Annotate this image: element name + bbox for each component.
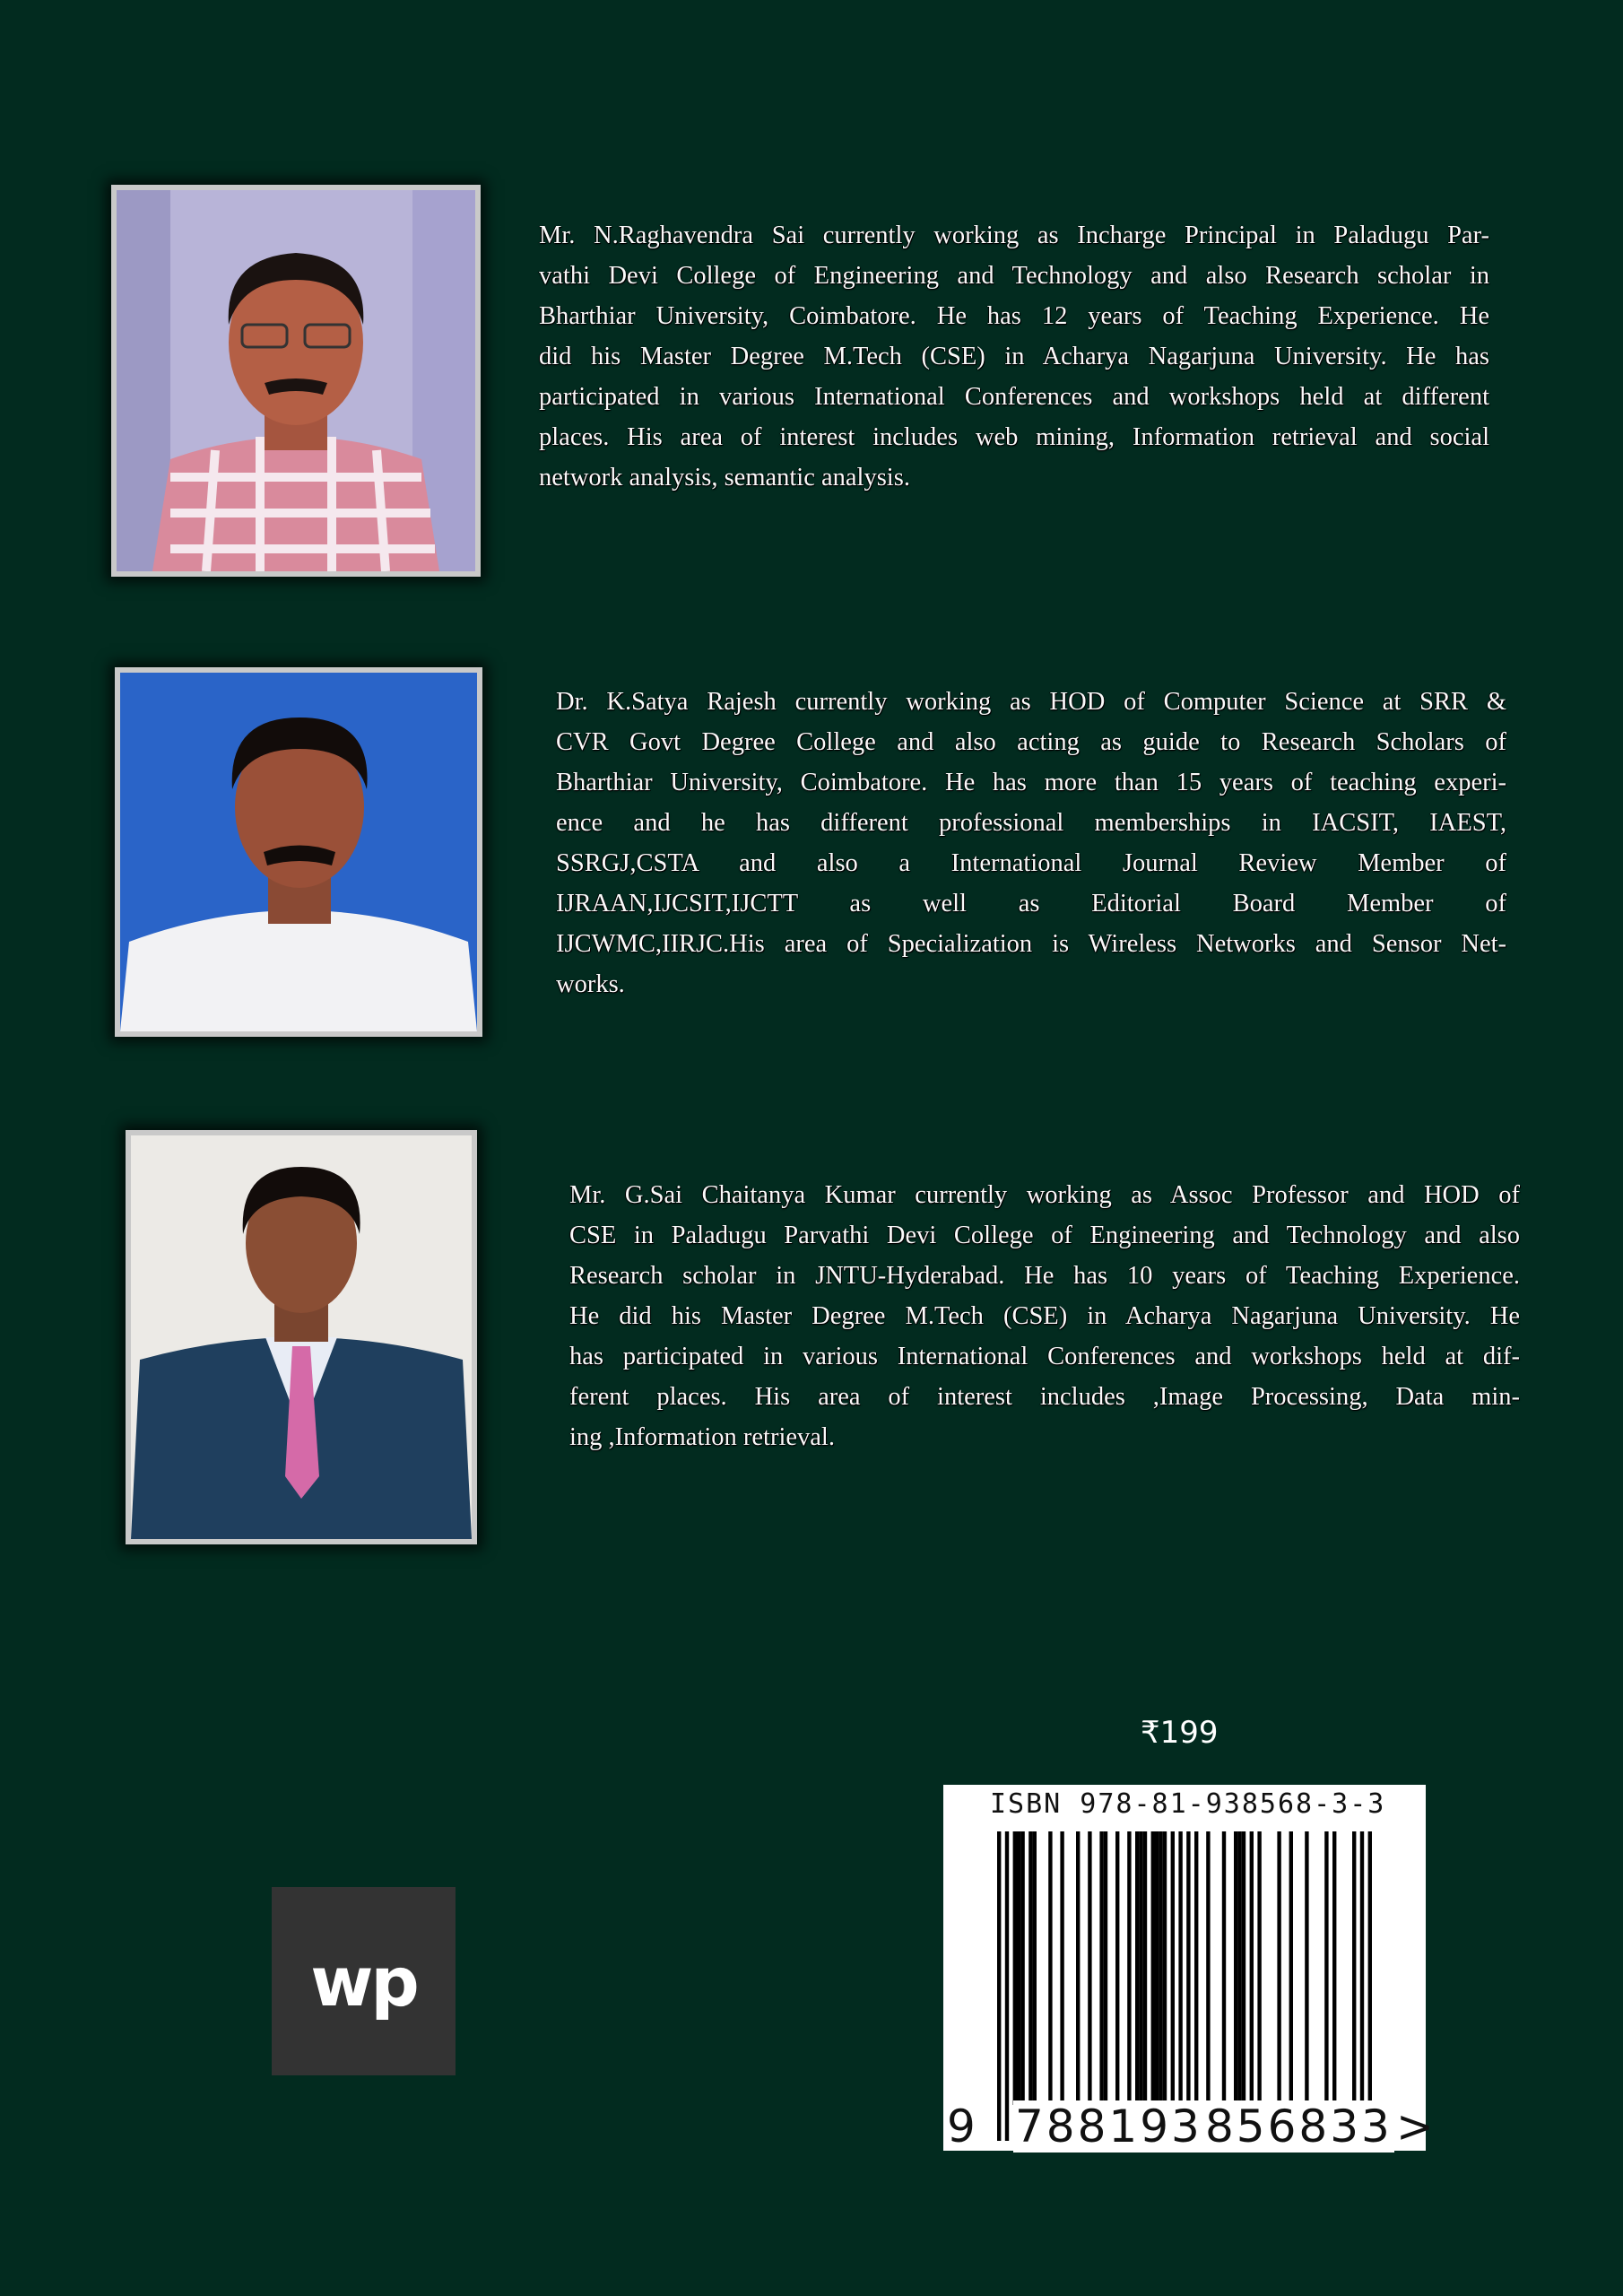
barcode-bar — [1099, 1831, 1103, 2105]
barcode-bar — [1250, 1831, 1254, 2105]
barcode-bar — [1178, 1831, 1182, 2141]
author-photo-2 — [115, 667, 482, 1037]
barcode-bar — [1206, 1831, 1210, 2105]
barcode-left-digits: 788193 — [1015, 2100, 1202, 2152]
bio-line: SSRGJ,CSTA and also a International Journal Review Member of — [556, 849, 1506, 877]
barcode-bar — [1257, 1831, 1261, 2105]
barcode-bar — [1222, 1831, 1226, 2105]
barcode-bar — [1159, 1831, 1162, 2105]
barcode-bar — [1242, 1831, 1245, 2105]
barcode-bar — [1305, 1831, 1308, 2105]
barcode-bar — [1360, 1831, 1364, 2141]
bio-line: network analysis, semantic analysis. — [539, 464, 910, 491]
barcode-arrow: > — [1396, 2100, 1436, 2152]
barcode-bar — [1115, 1831, 1119, 2105]
bio-line: Bharthiar University, Coimbatore. He has 12 years of Teaching Experience. He — [539, 302, 1489, 330]
bio-line: He did his Master Degree M.Tech (CSE) in Acharya Nagarjuna University. He — [569, 1302, 1520, 1330]
author-photo-1 — [111, 185, 481, 577]
barcode-bar — [1194, 1831, 1198, 2105]
publisher-logo — [272, 1887, 456, 2075]
bio-line: IJRAAN,IJCSIT,IJCTT as well as Editorial Board Member of — [556, 890, 1506, 918]
barcode-bar — [1352, 1831, 1356, 2105]
barcode-bar — [997, 1831, 1001, 2141]
author-bio-3 — [569, 1175, 1520, 1457]
isbn-barcode — [943, 1785, 1436, 2152]
barcode-bar — [1368, 1831, 1372, 2141]
barcode-bar — [1289, 1831, 1293, 2105]
bio-line: Mr. G.Sai Chaitanya Kumar currently working as Assoc Professor and HOD of — [569, 1181, 1520, 1209]
portrait-image — [120, 673, 477, 1031]
bio-line: Research scholar in JNTU-Hyderabad. He has 10 years of Teaching Experience. — [569, 1262, 1520, 1290]
bio-line: ing ,Information retrieval. — [569, 1423, 835, 1451]
barcode-bar — [1060, 1831, 1063, 2105]
portrait-image — [117, 190, 475, 571]
bio-line: did his Master Degree M.Tech (CSE) in Acharya Nagarjuna University. He has — [539, 343, 1489, 370]
barcode-bar — [1139, 1831, 1142, 2105]
bio-line: has participated in various International Conferences and workshops held at dif- — [569, 1343, 1520, 1370]
barcode-bar — [1005, 1831, 1009, 2141]
bio-line: Mr. N.Raghavendra Sai currently working as Incharge Principal in Paladugu Par- — [539, 222, 1489, 249]
barcode-bar — [1151, 1831, 1155, 2105]
barcode-bars — [943, 1785, 1426, 2151]
bio-line: ence and he has different professional memberships in IACSIT, IAEST, — [556, 809, 1506, 837]
barcode-bar — [1171, 1831, 1175, 2105]
barcode-bar — [1033, 1831, 1037, 2105]
barcode-first-digit: 9 — [947, 2100, 978, 2152]
bio-line: participated in various International Conferences and workshops held at different — [539, 383, 1489, 411]
barcode-bar — [1186, 1831, 1190, 2141]
bio-line: vathi Devi College of Engineering and Technology and also Research scholar in — [539, 262, 1489, 290]
bio-line: CSE in Paladugu Parvathi Devi College of Engineering and Technology and also — [569, 1222, 1520, 1249]
author-bio-2 — [556, 682, 1506, 1004]
barcode-bar — [1076, 1831, 1080, 2105]
barcode-bar — [1277, 1831, 1280, 2105]
barcode-bar — [1127, 1831, 1131, 2105]
bio-line: CVR Govt Degree College and also acting as guide to Research Scholars of — [556, 728, 1506, 756]
price-label: ₹199 — [1141, 1715, 1219, 1751]
author-photo-3 — [126, 1130, 477, 1544]
bio-line: IJCWMC,IIRJC.His area of Specialization is Wireless Networks and Sensor Net- — [556, 930, 1506, 958]
barcode-bar — [1048, 1831, 1052, 2105]
barcode-bar — [1135, 1831, 1139, 2105]
barcode-bar — [1155, 1831, 1159, 2105]
author-bio-1 — [539, 215, 1489, 498]
publisher-logo-text: wp — [310, 1941, 417, 2022]
barcode-bar — [1332, 1831, 1336, 2105]
barcode-bar — [1017, 1831, 1020, 2105]
bio-line: ferent places. His area of interest includes ,Image Processing, Data min- — [569, 1383, 1520, 1411]
bio-line: Bharthiar University, Coimbatore. He has more than 15 years of teaching experi- — [556, 769, 1506, 796]
barcode-right-digits: 856833 — [1205, 2100, 1393, 2152]
bio-line: places. His area of interest includes web mining, Information retrieval and social — [539, 423, 1489, 451]
barcode-bar — [1324, 1831, 1328, 2105]
portrait-image — [131, 1135, 472, 1539]
bio-line: works. — [556, 970, 625, 998]
barcode-bar — [1234, 1831, 1237, 2105]
barcode-bar — [1013, 1831, 1017, 2105]
barcode-bar — [1088, 1831, 1091, 2105]
barcode-bar — [1028, 1831, 1032, 2105]
barcode-bar — [1237, 1831, 1241, 2105]
isbn-label: ISBN 978-81-938568-3-3 — [990, 1788, 1386, 1820]
bio-line: Dr. K.Satya Rajesh currently working as HOD of Computer Science at SRR & — [556, 688, 1506, 716]
barcode-bar — [1143, 1831, 1147, 2105]
barcode-bar — [1104, 1831, 1107, 2105]
barcode-bar — [1020, 1831, 1024, 2105]
barcode-bar — [1163, 1831, 1167, 2105]
